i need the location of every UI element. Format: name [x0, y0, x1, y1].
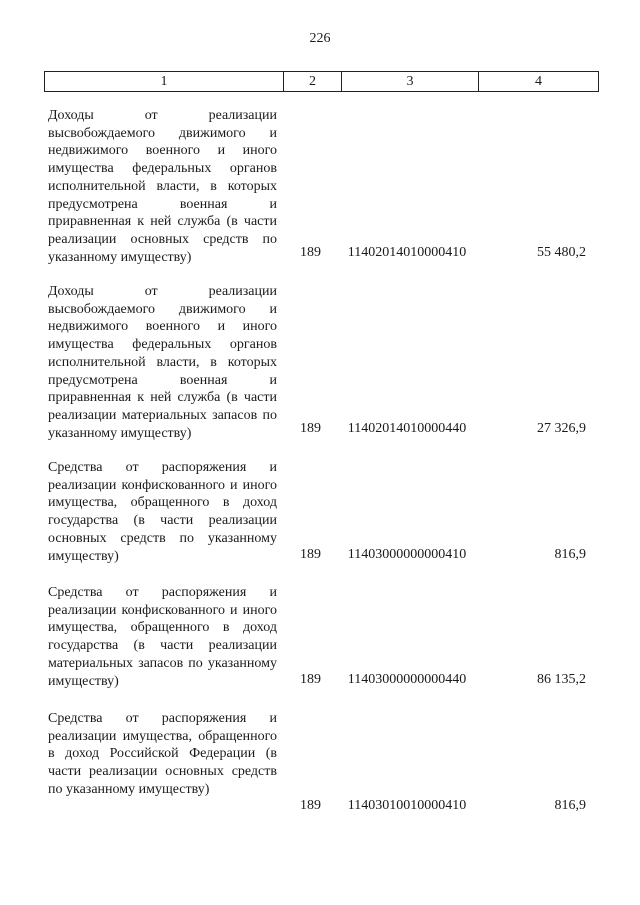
row-admin-code: 189	[300, 421, 321, 436]
table-row	[44, 107, 596, 267]
row-classification-code: 11402014010000440	[347, 421, 467, 436]
row-classification-code: 11403000000000410	[347, 547, 467, 562]
column-header-table	[44, 71, 599, 92]
column-header-1: 1	[45, 72, 284, 92]
row-admin-code: 189	[300, 547, 321, 562]
table-row	[44, 710, 596, 820]
row-admin-code: 189	[300, 672, 321, 687]
row-description: Средства от распоряжения и реализации конфискованного и иного имущества, обращенного в доход государства (в части реализации основных средств по указанному имуществу)	[48, 460, 277, 564]
table-row	[44, 584, 596, 694]
column-header-row	[45, 72, 599, 92]
row-amount: 816,9	[554, 798, 586, 813]
column-header-2: 2	[284, 72, 342, 92]
row-amount: 816,9	[554, 547, 586, 562]
page-number: 226	[309, 31, 331, 46]
row-description: Средства от распоряжения и реализации конфискованного и иного имущества, обращенного в доход государства (в части реализации материальных запасов по указанному имуществу)	[48, 585, 277, 689]
row-admin-code: 189	[300, 245, 321, 260]
table-row	[44, 283, 596, 443]
row-classification-code: 11403000000000440	[347, 672, 467, 687]
row-classification-code: 11402014010000410	[347, 245, 467, 260]
row-amount: 55 480,2	[537, 245, 586, 260]
row-admin-code: 189	[300, 798, 321, 813]
row-description: Доходы от реализации высвобождаемого движимого и недвижимого военного и иного имущества федеральных органов исполнительной власти, в которых предусмотрена военная и приравненная к ней служба (в части реализации материальных запасов по указанному имуществу)	[48, 284, 277, 441]
row-description: Средства от распоряжения и реализации имущества, обращенного в доход Российской Федерации (в части реализации основных средств по указанному имуществу)	[48, 711, 277, 797]
column-header-4: 4	[479, 72, 599, 92]
column-header-3: 3	[342, 72, 479, 92]
row-amount: 27 326,9	[537, 421, 586, 436]
table-row	[44, 459, 596, 569]
row-classification-code: 11403010010000410	[347, 798, 467, 813]
row-amount: 86 135,2	[537, 672, 586, 687]
row-description: Доходы от реализации высвобождаемого движимого и недвижимого военного и иного имущества федеральных органов исполнительной власти, в которых предусмотрена военная и приравненная к ней служба (в части реализации основных средств по указанному имуществу)	[48, 108, 277, 265]
